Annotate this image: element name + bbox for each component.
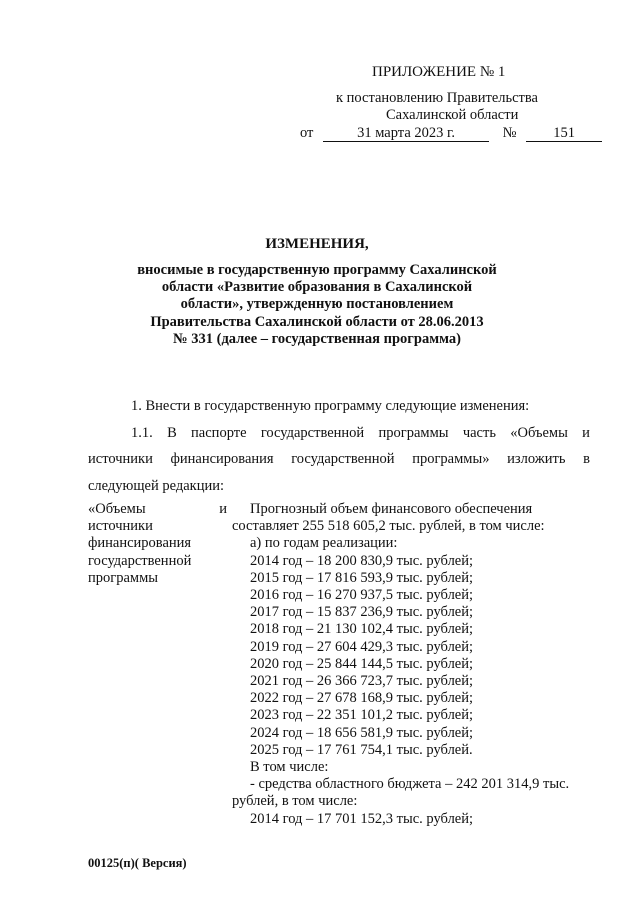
word: паспорте — [191, 425, 247, 441]
word: финансирования — [170, 451, 274, 467]
right-line: 2015 год – 17 816 593,9 тыс. рублей; — [250, 569, 474, 586]
paragraph-1-1-line-3: следующей редакции: — [88, 478, 225, 494]
right-line: 2014 год – 18 200 830,9 тыс. рублей; — [250, 552, 474, 569]
right-line: 2018 год – 21 130 102,4 тыс. рублей; — [250, 621, 474, 638]
right-line: а) по годам реализации: — [250, 535, 398, 552]
word: изложить — [507, 451, 566, 467]
paragraph-1: 1. Внести в государственную программу следующие изменения: — [131, 398, 530, 414]
subtitle-line: области», утвержденную постановлением — [180, 296, 454, 313]
right-line: 2022 год – 27 678 168,9 тыс. рублей; — [250, 690, 474, 707]
approval-date: 31 марта 2023 г. — [323, 124, 489, 142]
word: часть — [462, 425, 496, 441]
approval-line-1: к постановлению Правительства — [336, 90, 538, 106]
word: 1.1. — [131, 425, 153, 441]
right-line: 2023 год – 22 351 101,2 тыс. рублей; — [250, 707, 474, 724]
right-line: 2016 год – 16 270 937,5 тыс. рублей; — [250, 587, 474, 604]
right-line: 2024 год – 18 656 581,9 тыс. рублей; — [250, 724, 474, 741]
right-line: 2020 год – 25 844 144,5 тыс. рублей; — [250, 655, 474, 672]
right-line: составляет 255 518 605,2 тыс. рублей, в том числе: — [232, 518, 545, 535]
word: и — [582, 425, 590, 441]
right-line: В том числе: — [250, 759, 329, 776]
left-line: программы — [88, 569, 158, 586]
approval-line-2: Сахалинской области — [386, 107, 519, 123]
passport-left-column — [88, 501, 227, 587]
from-label: от — [300, 125, 314, 141]
left-conj: и — [219, 501, 227, 517]
passport-right-column — [232, 501, 569, 828]
word: источники — [88, 451, 153, 467]
paragraph-1-1-line-2 — [88, 450, 590, 468]
paragraph-1-1-line-1 — [131, 424, 590, 442]
right-line: 2019 год – 27 604 429,3 тыс. рублей; — [250, 638, 474, 655]
right-line: рублей, в том числе: — [232, 793, 358, 810]
left-line: государственной — [88, 552, 192, 569]
document-code: 00125(п)( Версия) — [88, 856, 187, 870]
right-line: 2014 год – 17 701 152,3 тыс. рублей; — [250, 810, 474, 827]
document-heading: ИЗМЕНЕНИЯ, — [265, 236, 369, 252]
number-label: № — [502, 125, 517, 141]
appendix-title: ПРИЛОЖЕНИЕ № 1 — [372, 64, 506, 80]
right-line: Прогнозный объем финансового обеспечения — [250, 501, 533, 517]
subtitle-line: области «Развитие образования в Сахалинской — [161, 279, 473, 296]
word: В — [167, 425, 177, 441]
right-line: - средства областного бюджета – 242 201 314,9 тыс. — [250, 776, 570, 793]
subtitle-line: № 331 (далее – государственная программа) — [173, 330, 461, 347]
word: государственной — [260, 425, 365, 441]
approval-number: 151 — [526, 124, 602, 142]
left-word: «Объемы — [88, 501, 146, 517]
approval-date-row — [300, 124, 602, 142]
word: программы — [378, 425, 449, 441]
subtitle-line: Правительства Сахалинской области от 28.06.2013 — [150, 313, 484, 330]
word: государственной — [291, 451, 395, 467]
right-line: 2017 год – 15 837 236,9 тыс. рублей; — [250, 604, 474, 621]
right-line: 2021 год – 26 366 723,7 тыс. рублей; — [250, 673, 474, 690]
left-line: источники — [88, 518, 153, 535]
right-line: 2025 год – 17 761 754,1 тыс. рублей. — [250, 741, 473, 758]
document-subtitle — [0, 262, 634, 348]
left-first-line — [88, 501, 227, 518]
word: программы» — [412, 451, 490, 467]
word: «Объемы — [510, 425, 568, 441]
left-line: финансирования — [88, 535, 192, 552]
subtitle-line: вносимые в государственную программу Сахалинской — [137, 262, 497, 278]
word: в — [583, 451, 590, 467]
